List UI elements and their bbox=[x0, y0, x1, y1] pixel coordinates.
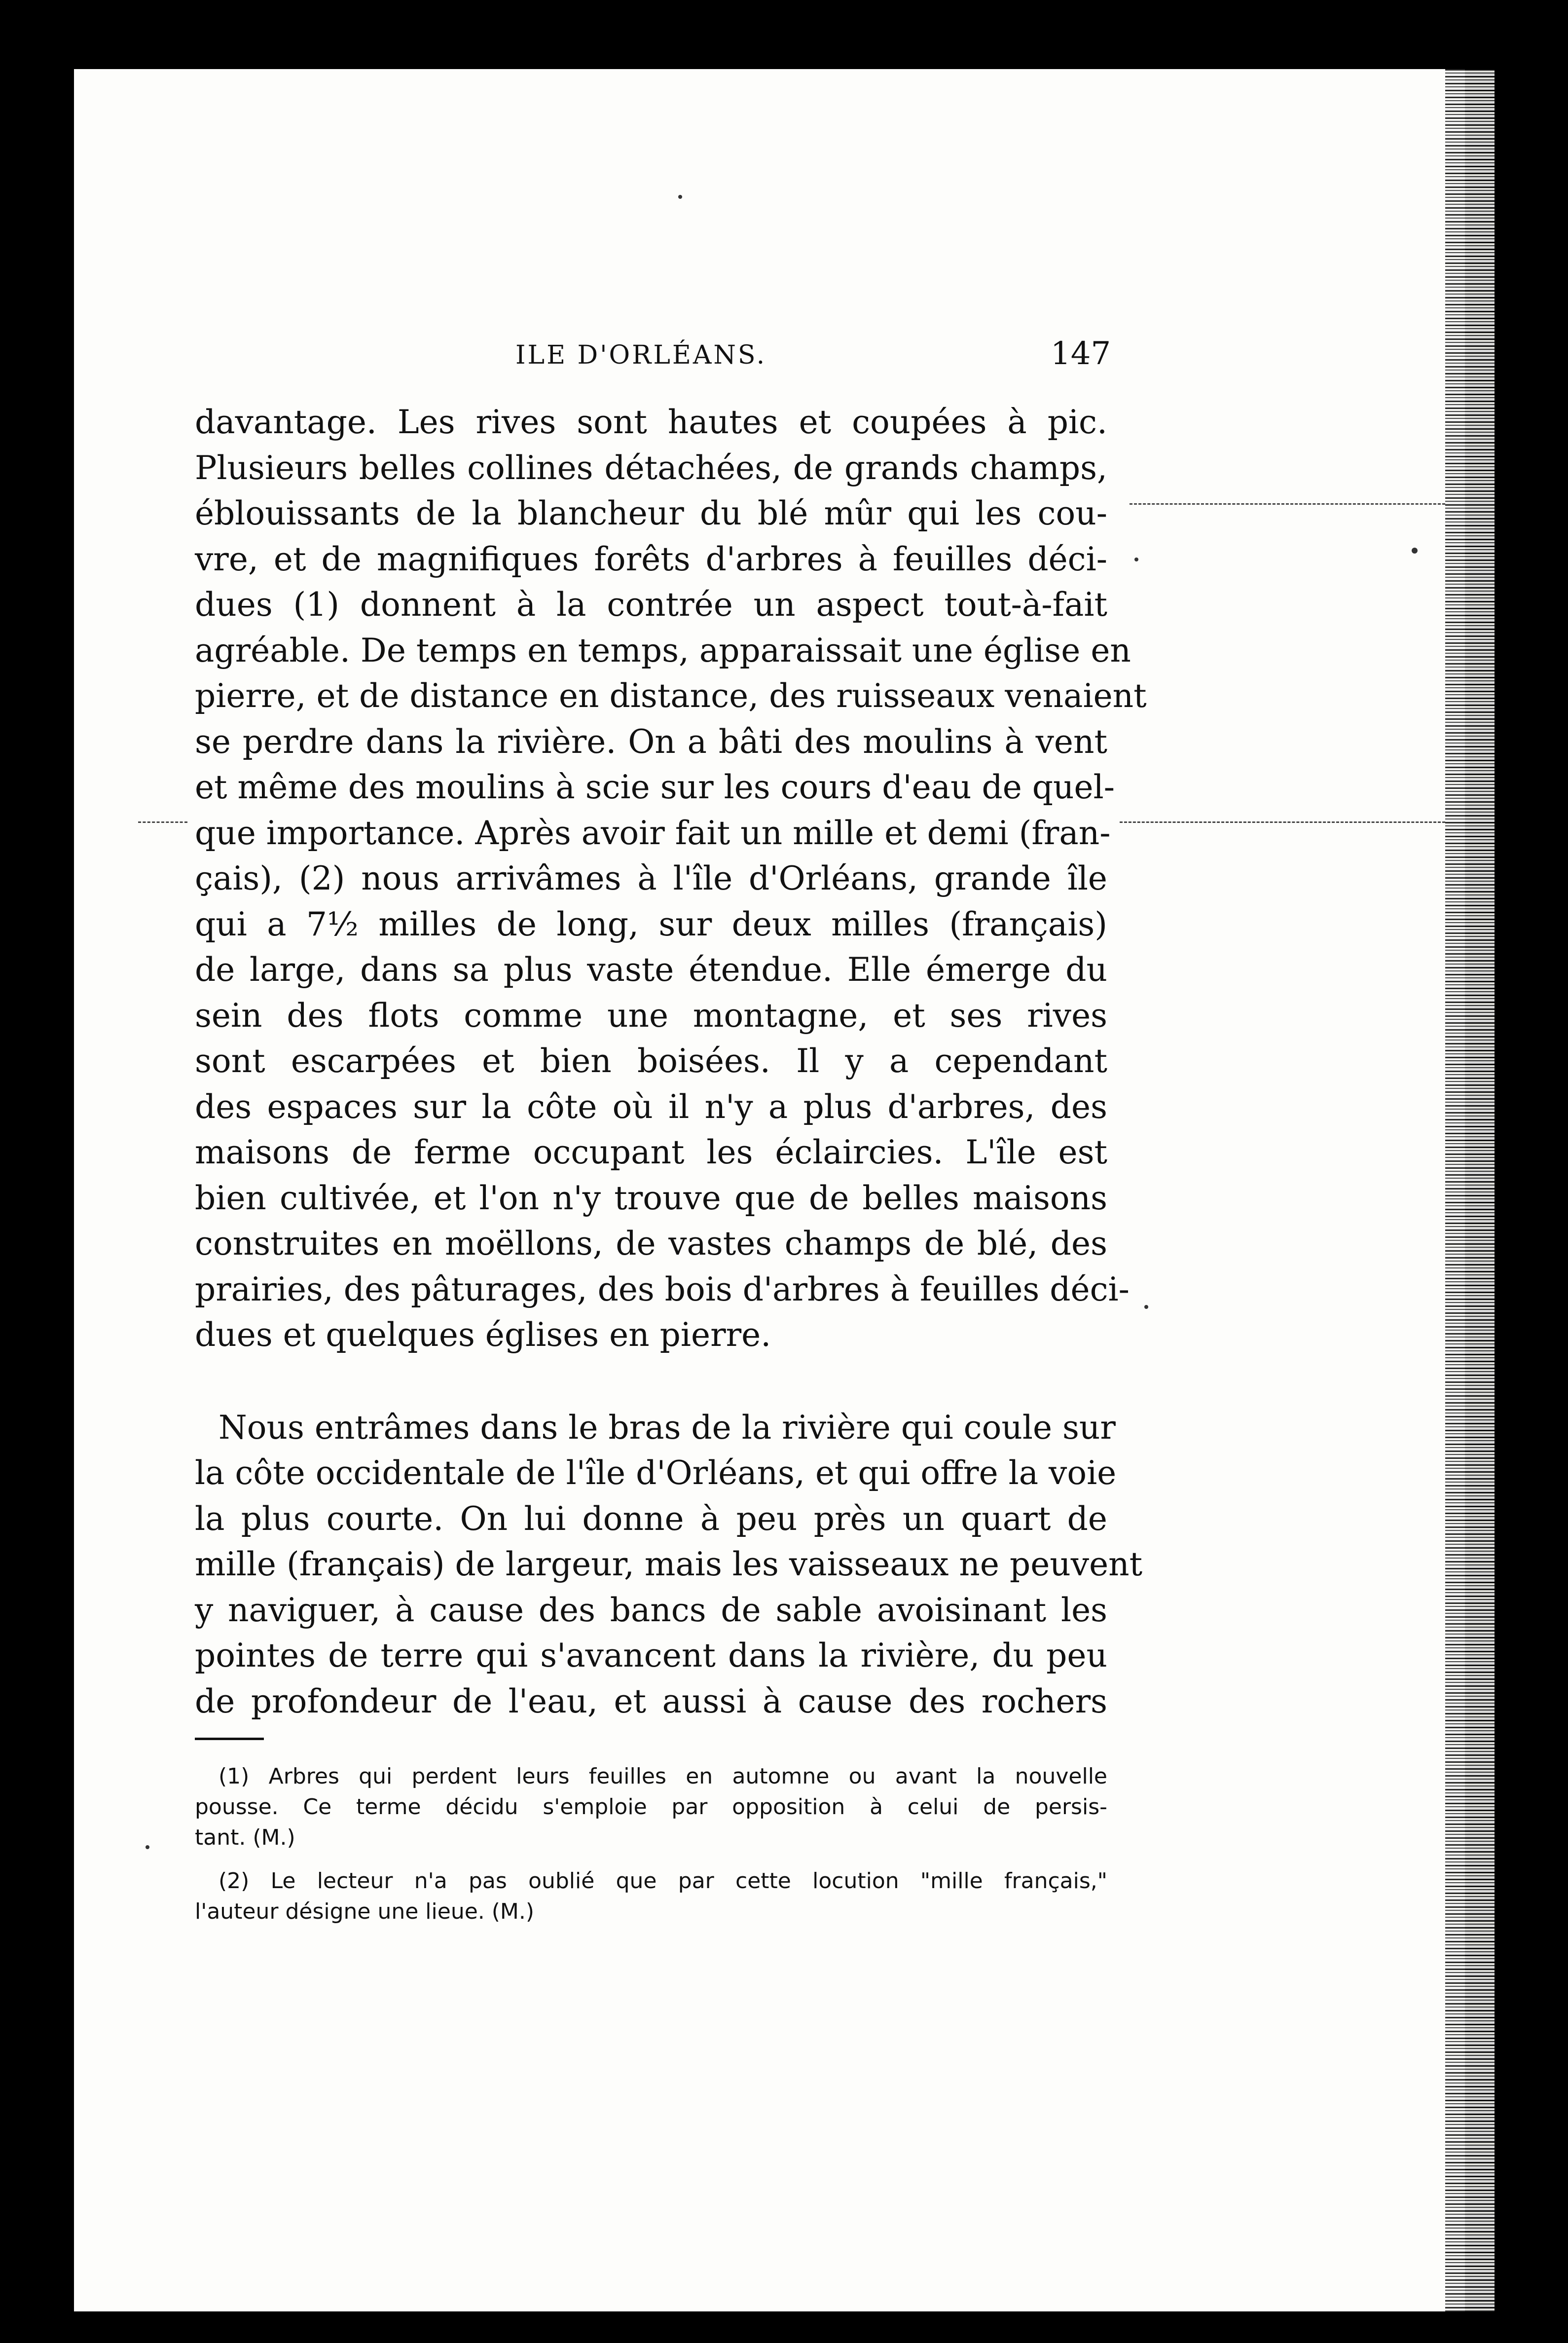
text-line: et même des moulins à scie sur les cours d'eau de quel- bbox=[195, 768, 1115, 806]
footnote-line: l'auteur désigne une lieue. (M.) bbox=[195, 1899, 535, 1924]
scan-speck bbox=[678, 195, 682, 199]
text-line: de large, dans sa plus vaste étendue. Elle émerge du bbox=[195, 951, 1107, 989]
paragraph-2-cont bbox=[195, 1450, 1143, 1724]
text-line: se perdre dans la rivière. On a bâti des moulins à vent bbox=[195, 722, 1107, 761]
scan-right-edge bbox=[1445, 69, 1495, 2311]
text-line: la côte occidentale de l'île d'Orléans, et qui offre la voie bbox=[195, 1454, 1117, 1492]
scan-dash-mark bbox=[1120, 821, 1445, 823]
paragraph-2 bbox=[195, 1405, 1116, 1451]
scan-speck bbox=[1134, 558, 1138, 561]
footnote-1-cont bbox=[195, 1792, 1107, 1853]
text-line: de profondeur de l'eau, et aussi à cause des rochers bbox=[195, 1682, 1107, 1720]
footnote-line: tant. (M.) bbox=[195, 1825, 295, 1850]
text-line: çais), (2) nous arrivâmes à l'île d'Orléans, grande île bbox=[195, 859, 1107, 897]
scan-dash-mark bbox=[138, 821, 187, 823]
text-line: mille (français) de largeur, mais les vaisseaux ne peuvent bbox=[195, 1545, 1143, 1583]
footnote-2-cont bbox=[195, 1897, 1107, 1927]
text-line: dues (1) donnent à la contrée un aspect tout-à-fait bbox=[195, 586, 1107, 624]
footnote-2 bbox=[195, 1866, 1107, 1897]
paragraph-gap bbox=[195, 1358, 1107, 1405]
paragraph-1 bbox=[195, 400, 1147, 1358]
text-line: davantage. Les rives sont hautes et coupées à pic. bbox=[195, 403, 1107, 441]
running-title: ILE D'ORLÉANS. bbox=[515, 340, 767, 370]
scan-speck bbox=[1412, 548, 1418, 554]
scan-speck bbox=[146, 1845, 149, 1849]
text-line: des espaces sur la côte où il n'y a plus d'arbres, des bbox=[195, 1087, 1107, 1126]
footnotes bbox=[195, 1761, 1107, 1927]
scan-right-border bbox=[1495, 69, 1568, 2311]
text-line: que importance. Après avoir fait un mille et demi (fran- bbox=[195, 814, 1111, 852]
body-text bbox=[195, 400, 1147, 1724]
text-line: la plus courte. On lui donne à peu près un quart de bbox=[195, 1499, 1107, 1538]
scan-left-border bbox=[0, 0, 74, 2343]
text-line: dues et quelques églises en pierre. bbox=[195, 1316, 771, 1354]
text-line: sein des flots comme une montagne, et ses rives bbox=[195, 996, 1107, 1035]
scan-dash-mark bbox=[1130, 503, 1445, 505]
text-line: qui a 7½ milles de long, sur deux milles (français) bbox=[195, 905, 1107, 943]
text-line: prairies, des pâturages, des bois d'arbres à feuilles déci- bbox=[195, 1270, 1130, 1308]
page-header bbox=[515, 335, 1111, 375]
text-line: éblouissants de la blancheur du blé mûr qui les cou- bbox=[195, 494, 1107, 532]
footnote-line: pousse. Ce terme décidu s'emploie par opposition à celui de persis- bbox=[195, 1794, 1107, 1820]
text-line: bien cultivée, et l'on n'y trouve que de belles maisons bbox=[195, 1179, 1107, 1217]
text-line: Plusieurs belles collines détachées, de grands champs, bbox=[195, 448, 1107, 487]
scan-speck bbox=[1144, 1305, 1148, 1309]
footnote-gap bbox=[195, 1853, 1107, 1866]
text-line: sont escarpées et bien boisées. Il y a cependant bbox=[195, 1042, 1107, 1080]
text-line: construites en moëllons, de vastes champs de blé, des bbox=[195, 1225, 1107, 1263]
text-line: agréable. De temps en temps, apparaissait une église en bbox=[195, 631, 1131, 669]
text-line: maisons de ferme occupant les éclaircies. L'île est bbox=[195, 1133, 1107, 1171]
footnote-line: (1) Arbres qui perdent leurs feuilles en automne ou avant la nouvelle bbox=[219, 1764, 1107, 1789]
footnote-line: (2) Le lecteur n'a pas oublié que par cette locution "mille français," bbox=[219, 1868, 1107, 1894]
footnote-rule bbox=[195, 1738, 264, 1740]
page-number: 147 bbox=[1051, 335, 1111, 372]
text-line: y naviguer, à cause des bancs de sable avoisinant les bbox=[195, 1591, 1107, 1629]
text-line: Nous entrâmes dans le bras de la rivière qui coule sur bbox=[219, 1408, 1116, 1447]
text-line: pierre, et de distance en distance, des ruisseaux venaient bbox=[195, 677, 1147, 715]
footnote-1 bbox=[195, 1761, 1107, 1792]
text-line: pointes de terre qui s'avancent dans la rivière, du peu bbox=[195, 1636, 1107, 1674]
text-line: vre, et de magnifiques forêts d'arbres à feuilles déci- bbox=[195, 540, 1107, 578]
